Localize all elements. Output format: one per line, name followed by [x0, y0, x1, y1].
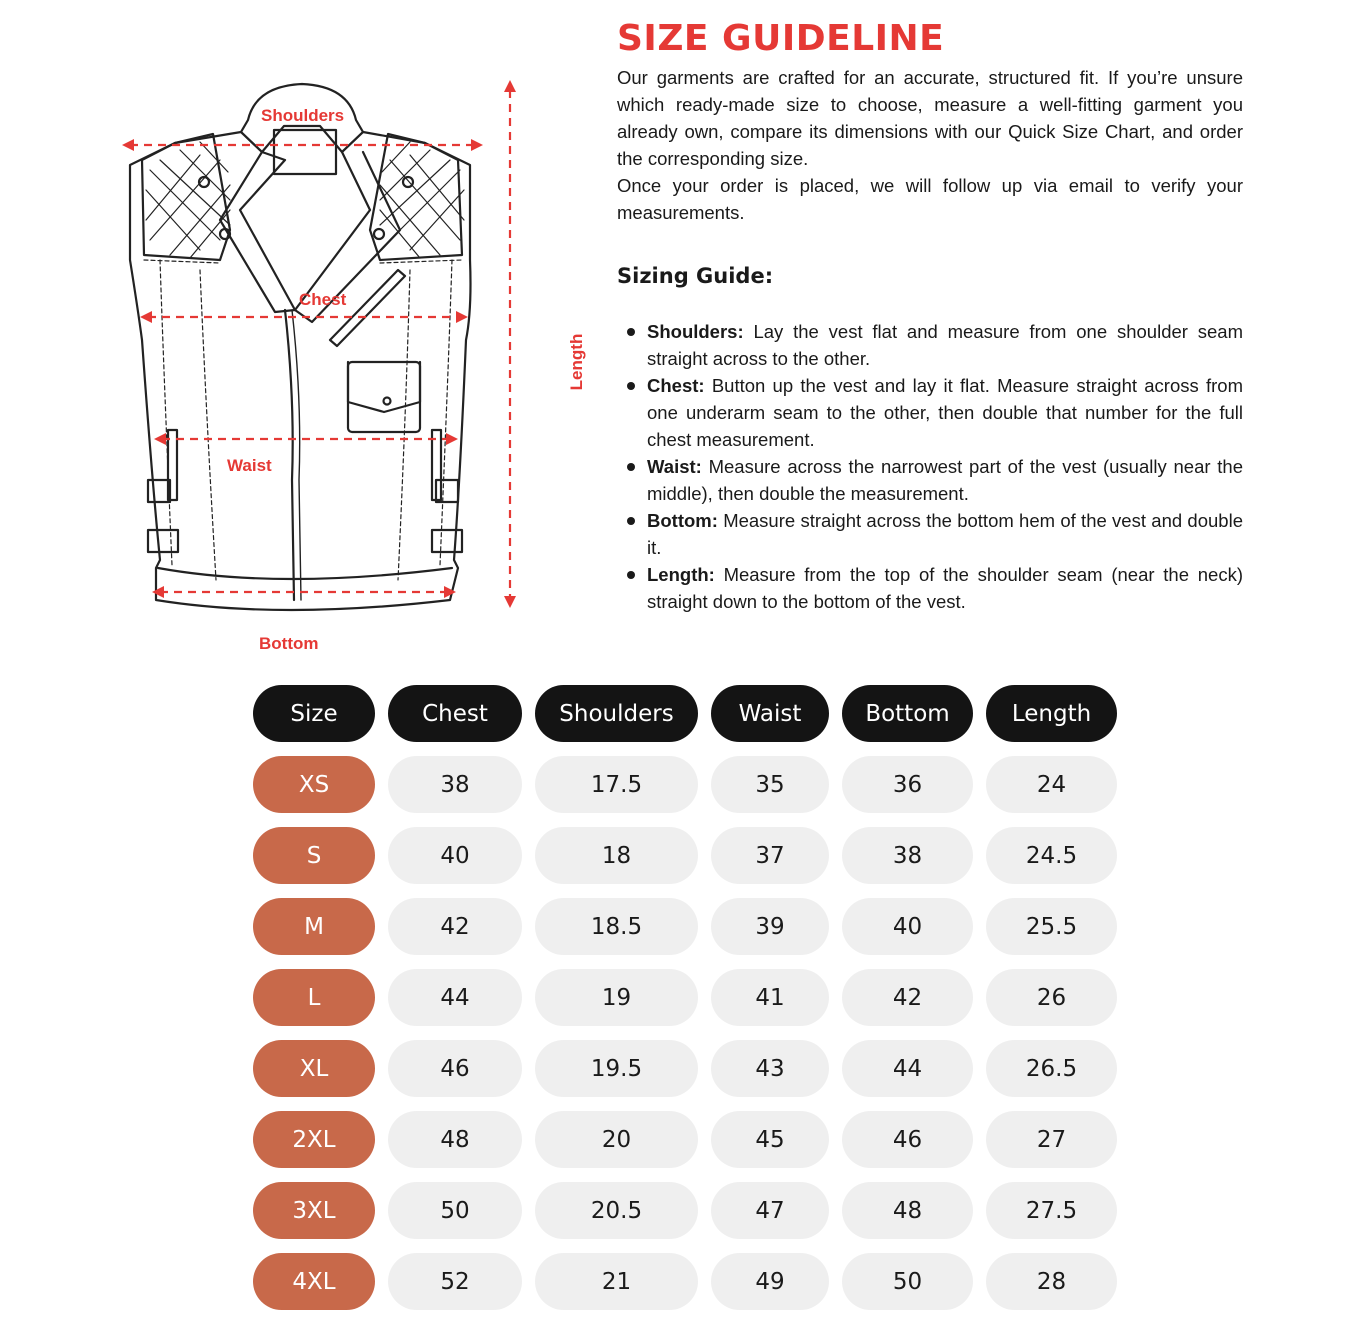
header-shoulders: Shoulders	[535, 685, 698, 742]
waist-value: 47	[711, 1182, 829, 1239]
waist-value: 49	[711, 1253, 829, 1310]
guide-text: Button up the vest and lay it flat. Measure straight across from one underarm seam to the other, then double that number for the full chest measurement.	[647, 375, 1243, 450]
guide-text: Measure from the top of the shoulder seam (near the neck) straight down to the bottom of the vest.	[647, 564, 1243, 612]
bottom-value: 38	[842, 827, 973, 884]
size-label: 3XL	[253, 1182, 375, 1239]
guide-term: Chest:	[647, 375, 705, 396]
guide-term: Waist:	[647, 456, 702, 477]
size-guideline-text	[617, 18, 1243, 615]
size-label: XL	[253, 1040, 375, 1097]
table-header-row	[253, 685, 1117, 742]
bottom-value: 50	[842, 1253, 973, 1310]
shoulders-value: 19	[535, 969, 698, 1026]
size-chart-table	[253, 685, 1117, 1324]
guide-text: Lay the vest flat and measure from one shoulder seam straight across to the other.	[647, 321, 1243, 369]
header-size: Size	[253, 685, 375, 742]
vest-illustration	[80, 60, 586, 660]
length-value: 24	[986, 756, 1117, 813]
length-value: 26	[986, 969, 1117, 1026]
chest-value: 40	[388, 827, 522, 884]
guide-term: Bottom:	[647, 510, 718, 531]
table-row	[253, 1253, 1117, 1310]
guide-item-shoulders	[617, 318, 1243, 372]
length-value: 26.5	[986, 1040, 1117, 1097]
bullet-icon	[627, 463, 635, 471]
table-row	[253, 1111, 1117, 1168]
bottom-value: 44	[842, 1040, 973, 1097]
size-label: L	[253, 969, 375, 1026]
length-value: 27	[986, 1111, 1117, 1168]
bottom-value: 48	[842, 1182, 973, 1239]
guide-item-chest	[617, 372, 1243, 453]
length-value: 25.5	[986, 898, 1117, 955]
shoulders-value: 19.5	[535, 1040, 698, 1097]
length-value: 28	[986, 1253, 1117, 1310]
chest-value: 48	[388, 1111, 522, 1168]
guide-item-bottom	[617, 507, 1243, 561]
shoulders-value: 20	[535, 1111, 698, 1168]
guide-term: Length:	[647, 564, 715, 585]
sizing-guide-list	[617, 318, 1243, 615]
waist-value: 37	[711, 827, 829, 884]
intro-paragraph-2: Once your order is placed, we will follow up via email to verify your measurements.	[617, 175, 1243, 223]
table-row	[253, 1182, 1117, 1239]
table-row	[253, 756, 1117, 813]
table-row	[253, 1040, 1117, 1097]
header-bottom: Bottom	[842, 685, 973, 742]
table-row	[253, 898, 1117, 955]
waist-value: 41	[711, 969, 829, 1026]
header-chest: Chest	[388, 685, 522, 742]
guide-term: Shoulders:	[647, 321, 744, 342]
bottom-value: 40	[842, 898, 973, 955]
chest-value: 52	[388, 1253, 522, 1310]
table-row	[253, 969, 1117, 1026]
size-label: S	[253, 827, 375, 884]
guide-text: Measure across the narrowest part of the vest (usually near the middle), then double the measurement.	[647, 456, 1243, 504]
chest-value: 38	[388, 756, 522, 813]
header-length: Length	[986, 685, 1117, 742]
size-label: XS	[253, 756, 375, 813]
shoulders-value: 21	[535, 1253, 698, 1310]
guide-item-length	[617, 561, 1243, 615]
size-label: M	[253, 898, 375, 955]
page-title: SIZE GUIDELINE	[617, 18, 945, 59]
waist-value: 45	[711, 1111, 829, 1168]
bullet-icon	[627, 571, 635, 579]
shoulders-value: 20.5	[535, 1182, 698, 1239]
table-row	[253, 827, 1117, 884]
size-label: 2XL	[253, 1111, 375, 1168]
waist-value: 39	[711, 898, 829, 955]
waist-measure-label: Waist	[227, 456, 272, 475]
length-value: 24.5	[986, 827, 1117, 884]
chest-measure-label: Chest	[299, 290, 347, 309]
bottom-measure-label: Bottom	[259, 634, 319, 653]
sizing-guide-heading: Sizing Guide:	[617, 264, 774, 288]
shoulders-value: 18	[535, 827, 698, 884]
size-label: 4XL	[253, 1253, 375, 1310]
bullet-icon	[627, 328, 635, 336]
chest-value: 42	[388, 898, 522, 955]
chest-value: 46	[388, 1040, 522, 1097]
bullet-icon	[627, 382, 635, 390]
vest-drawing	[80, 60, 580, 660]
guide-text: Measure straight across the bottom hem of the vest and double it.	[647, 510, 1243, 558]
bottom-value: 36	[842, 756, 973, 813]
chest-value: 44	[388, 969, 522, 1026]
bottom-value: 42	[842, 969, 973, 1026]
length-value: 27.5	[986, 1182, 1117, 1239]
guide-item-waist	[617, 453, 1243, 507]
bottom-value: 46	[842, 1111, 973, 1168]
waist-value: 43	[711, 1040, 829, 1097]
intro-paragraph-1: Our garments are crafted for an accurate, structured fit. If you’re unsure which ready-made size to choose, measure a well-fitting garment you already own, compare its dimensions with our Quick Size Chart, and order the corresponding size.	[617, 67, 1243, 169]
chest-value: 50	[388, 1182, 522, 1239]
length-measure-label: Length	[567, 333, 586, 391]
shoulders-value: 18.5	[535, 898, 698, 955]
bullet-icon	[627, 517, 635, 525]
header-waist: Waist	[711, 685, 829, 742]
shoulders-value: 17.5	[535, 756, 698, 813]
waist-value: 35	[711, 756, 829, 813]
shoulders-measure-label: Shoulders	[261, 106, 345, 125]
